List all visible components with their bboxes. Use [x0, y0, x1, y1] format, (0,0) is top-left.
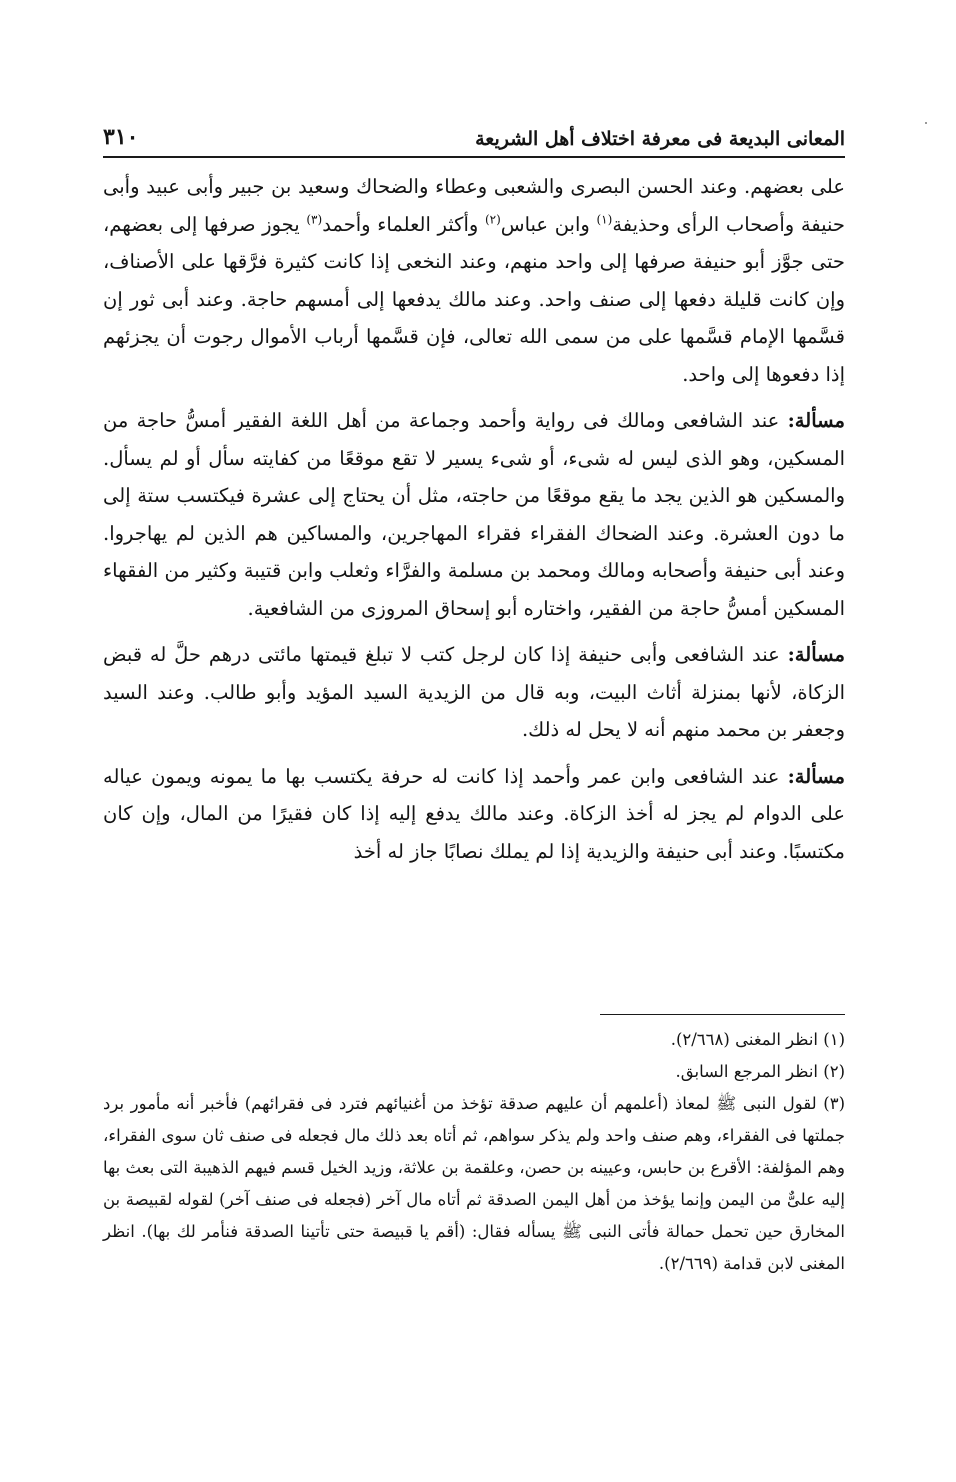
text-run: عند الشافعى وابن عمر وأحمد إذا كانت له حرفة يكتسب بها ما يمونه ويمون عياله على الدوام لم يجز له أخذ الزكاة. وعند مالك يدفع إليه إذا كان فقيرًا من المال، وإن كان مكتسبًا. وعند أبى حنيفة والزيدية إذا لم يملك نصابًا جاز له أخذ: [103, 764, 845, 863]
footnote-ref[interactable]: (٣): [306, 212, 323, 226]
header-title: المعانى البديعة فى معرفة اختلاف أهل الشريعة: [475, 128, 845, 150]
text-run: وابن عباس: [500, 212, 597, 236]
running-header: [103, 116, 845, 150]
paragraph: [103, 168, 845, 393]
paragraph: [103, 758, 845, 871]
paragraph: [103, 402, 845, 627]
footnote-number: (١): [823, 1030, 845, 1049]
footnote: [103, 1056, 845, 1088]
header-divider: [103, 156, 845, 158]
footnote-number: (٣): [823, 1094, 845, 1113]
page-number: ٣١٠: [103, 124, 139, 150]
text-run: يجوز صرفها إلى بعضهم، حتى جوَّز أبو حنيفة صرفها إلى واحد منهم، وعند النخعى إذا كانت كثيرة فرَّقها على الأصناف، وإن كانت قليلة دفعها إلى صنف واحد. وعند مالك يدفعها إلى أمسهم حاجة. وعند أبى ثور إن قسَّمها الإمام قسَّمها على من سمى الله تعالى، فإن قسَّمها أرباب الأموال رجوت أن يجزئهم إذا دفعوها إلى واحد.: [103, 212, 845, 386]
main-text: [103, 168, 845, 879]
text-run: وأكثر العلماء وأحمد: [322, 212, 485, 236]
issue-keyword: مسألة:: [787, 764, 845, 788]
issue-keyword: مسألة:: [787, 643, 845, 666]
footnote-number: (٢): [823, 1062, 845, 1081]
margin-speck: [925, 122, 927, 124]
footnote-divider: [600, 1014, 845, 1015]
footnote-ref[interactable]: (١): [596, 212, 613, 226]
issue-keyword: مسألة:: [787, 409, 845, 432]
footnotes: [103, 1024, 845, 1280]
footnote-text: انظر المغنى (٢/٦٦٨).: [670, 1030, 818, 1049]
footnote-ref[interactable]: (٢): [484, 212, 501, 226]
footnote: [103, 1088, 845, 1280]
text-run: عند الشافعى وأبى حنيفة إذا كان لرجل كتب لا تبلغ قيمتها مائتى درهم حلَّ له قبض الزكاة، لأنها بمنزلة أثاث البيت، وبه قال من الزيدية السيد المؤيد وأبو طالب. وعند السيد وجعفر بن محمد منهم أنه لا يحل له ذلك.: [103, 643, 845, 741]
text-run: على بعضهم. وعند الحسن البصرى والشعبى وعطاء والضحاك وسعيد بن جبير وأبى عبيد وأبى حنيفة وأصحاب الرأى وحذيفة: [103, 175, 845, 236]
footnote-text: لقول النبى ﷺ لمعاذ (أعلمهم أن عليهم صدقة تؤخذ من أغنيائهم فترد فى فقرائهم) فأخبر أنه مأمور برد جملتها فى الفقراء، وهم صنف واحد ولم يذكر سواهم، ثم أتاه بعد ذلك مال فجعله فى صنف ثان سوى الفقراء، وهم المؤلفة: الأقرع بن حابس، وعيينه بن حصن، وعلقمة بن علاثة، وزيد الخيل قسم فيهم الذهيبة التى بعث بها إليه علىٌّ من اليمن وإنما يؤخذ من أهل اليمن الصدقة ثم أتاه مال آخر (فجعله فى صنف آخر) لقوله لقبيصة بن المخارق حين تحمل حمالة فأتى النبى ﷺ يسأله فقال: (أقم يا قبيصة حتى تأتينا الصدقة فنأمر لك بها). انظر المغنى لابن قدامة (٢/٦٦٩).: [103, 1094, 845, 1273]
text-run: عند الشافعى ومالك فى رواية وأحمد وجماعة من أهل اللغة الفقير أمسُّ حاجة من المسكين، وهو الذى ليس له شىء، أو شىء يسير لا تقع موقعًا من كفايته سأل أو لم يسأل. والمسكين هو الذين يجد ما يقع موقعًا من حاجته، مثل أن يحتاج إلى عشرة فيكتسب ستة إلى ما دون العشرة. وعند الضحاك الفقراء فقراء المهاجرين، والمساكين هم الذين لم يهاجروا. وعند أبى حنيفة وأصحابه ومالك ومحمد بن مسلمة والفرَّاء وثعلب وابن قتيبة وكثير من الفقهاء المسكين أمسُّ حاجة من الفقير، واختاره أبو إسحاق المروزى من الشافعية.: [103, 409, 845, 620]
footnote: [103, 1024, 845, 1056]
footnote-text: انظر المرجع السابق.: [675, 1062, 818, 1081]
paragraph: [103, 636, 845, 749]
